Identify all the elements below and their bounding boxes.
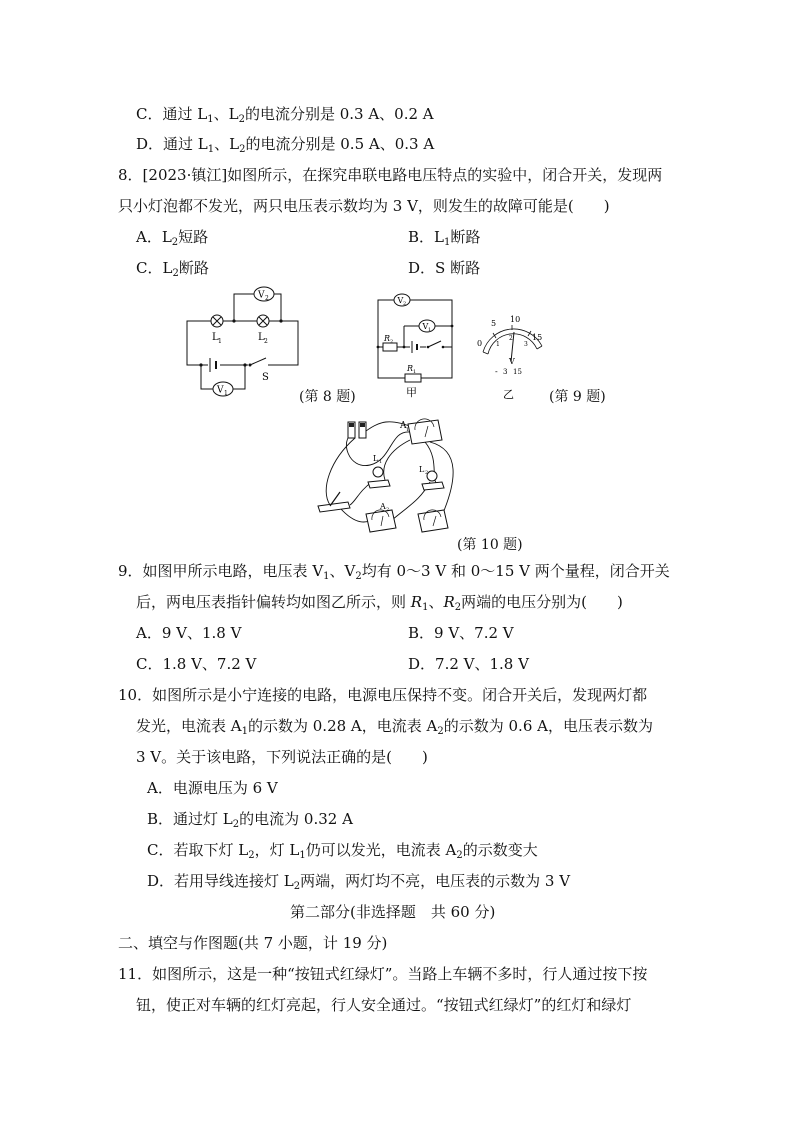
q9-stem-line2: 后，两电压表指针偏转均如图乙所示，则 $R_1$、$R_2$两端的电压分别为( ) xyxy=(136,593,623,613)
meter-tick-10: 10 xyxy=(510,315,521,324)
figure-9-meter-yi xyxy=(476,316,548,400)
fig9-v1-label: V xyxy=(422,322,429,331)
ammeter-a2-icon xyxy=(366,510,396,532)
fig10-a1-sub: 1 xyxy=(406,427,410,433)
fig9-jia-label: 甲 xyxy=(406,386,417,399)
q9-option-a: A．9 V、1.8 V xyxy=(136,624,242,642)
fig10-a1-label: A xyxy=(400,421,407,431)
q8-option-d: D．S 断路 xyxy=(408,259,481,277)
q9-option-c: C．1.8 V、7.2 V xyxy=(136,655,257,673)
voltmeter-icon xyxy=(418,510,448,532)
fig8-v2-sub: 2 xyxy=(265,295,269,302)
q9-option-b: B．9 V、7.2 V xyxy=(408,624,514,642)
fig10-l2-sub: 2 xyxy=(425,470,429,476)
section-two-heading: 二、填空与作图题(共 7 小题，计 19 分) xyxy=(118,934,388,952)
fig8-l1-sub: 1 xyxy=(218,338,222,345)
battery-icon xyxy=(410,341,420,353)
fig8-v1-label: V xyxy=(217,385,224,396)
q10-option-c: C．若取下灯 $L_2$，灯 $L_1$仍可以发光，电流表 $A_2$的示数变大 xyxy=(147,841,538,861)
meter-inner-3: 3 xyxy=(524,341,528,348)
lamp-l2-icon xyxy=(257,315,269,327)
q11-line1: 11．如图所示，这是一种“按钮式红绿灯”。当路上车辆不多时，行人通过按下按 xyxy=(118,965,648,983)
fig9-yi-label: 乙 xyxy=(503,388,514,401)
switch-icon xyxy=(318,492,350,512)
fig10-a2-label: A xyxy=(380,502,386,511)
q10-option-a: A．电源电压为 6 V xyxy=(147,779,278,797)
q8-stem-line1: 8．[2023·镇江]如图所示，在探究串联电路电压特点的实验中，闭合开关，发现两 xyxy=(118,166,663,184)
meter-minus: - xyxy=(495,367,498,376)
lamp-l1-icon xyxy=(368,467,390,488)
q8-stem-line2: 只小灯泡都不发光，两只电压表示数均为 3 V，则发生的故障可能是( ) xyxy=(118,197,610,215)
meter-range-15: 15 xyxy=(513,368,522,376)
q9-stem-line1: 9．如图甲所示电路，电压表 $V_1$、$V_2$均有 0～3 V 和 0～15 V 两个量程，闭合开关 xyxy=(118,562,670,582)
fig8-l2-sub: 2 xyxy=(264,338,268,345)
q11-line2: 钮，使正对车辆的红灯亮起，行人安全通过。“按钮式红绿灯”的红灯和绿灯 xyxy=(136,996,632,1014)
q10-stem-line1: 10．如图所示是小宁连接的电路，电源电压保持不变。闭合开关后，发现两灯都 xyxy=(118,686,648,704)
fig9-v2-sub: 2 xyxy=(403,301,407,307)
q8-option-c: C．$L_2$断路 xyxy=(136,259,209,279)
fig8-switch-label: S xyxy=(262,372,269,383)
meter-range-3: 3 xyxy=(503,368,508,376)
q8-option-b: B．$L_1$断路 xyxy=(408,228,481,248)
figure-10-physical-circuit xyxy=(310,410,470,540)
figure-9-circuit-jia xyxy=(370,290,465,400)
q9-option-d: D．7.2 V、1.8 V xyxy=(408,655,529,673)
fig9-r2-sub: 2 xyxy=(390,339,394,345)
switch-icon xyxy=(426,340,444,350)
fig10-a2-sub: 2 xyxy=(386,507,390,513)
resistor-r1-icon xyxy=(405,374,421,382)
q10-stem-line3: 3 V。关于该电路，下列说法正确的是( ) xyxy=(136,748,428,766)
fig9-v1-sub: 1 xyxy=(428,327,432,333)
q7-option-c: C．通过 $L_1$、$L_2$的电流分别是 0.3 A、0.2 A xyxy=(136,105,434,125)
meter-v-label: V xyxy=(509,357,515,366)
fig8-l1-label: L xyxy=(212,332,219,343)
meter-inner-2: 2 xyxy=(509,335,513,342)
fig9-r1-sub: 1 xyxy=(413,369,417,375)
q10-option-d: D．若用导线连接灯 $L_2$两端，两灯均不亮，电压表的示数为 3 V xyxy=(147,872,571,892)
meter-tick-0: 0 xyxy=(477,339,483,348)
figure-9-caption: (第 9 题) xyxy=(549,389,606,405)
battery-pair-icon xyxy=(348,422,366,438)
meter-tick-15: 15 xyxy=(532,333,543,342)
part2-title: 第二部分(非选择题 共 60 分) xyxy=(290,903,496,921)
q10-option-b: B．通过灯 $L_2$的电流为 0.32 A xyxy=(147,810,353,830)
lamp-l1-icon xyxy=(211,315,223,327)
q8-option-a: A．$L_2$短路 xyxy=(136,228,209,248)
switch-icon xyxy=(248,358,268,368)
fig10-l1-sub: 1 xyxy=(379,459,383,465)
fig10-l2-label: L xyxy=(419,465,425,474)
fig9-r2-label: R xyxy=(384,334,391,343)
q7-option-d: D．通过 $L_1$、$L_2$的电流分别是 0.5 A、0.3 A xyxy=(136,135,435,155)
fig8-v2-label: V xyxy=(258,290,265,301)
fig8-l2-label: L xyxy=(258,332,265,343)
q10-stem-line2: 发光，电流表 $A_1$的示数为 0.28 A，电流表 $A_2$的示数为 0.6 A，电压表示数为 xyxy=(136,717,653,737)
figure-10-caption: (第 10 题) xyxy=(457,537,523,553)
ammeter-a1-icon xyxy=(408,419,442,444)
fig8-v1-sub: 1 xyxy=(224,390,228,397)
fig9-r1-label: R xyxy=(407,364,414,373)
figure-8-circuit xyxy=(180,284,300,404)
figure-8-caption: (第 8 题) xyxy=(299,389,356,405)
battery-icon xyxy=(208,358,220,372)
meter-tick-5: 5 xyxy=(491,319,497,328)
meter-inner-1: 1 xyxy=(496,341,500,348)
fig9-v2-label: V xyxy=(397,296,404,305)
fig10-l1-label: L xyxy=(373,454,379,463)
